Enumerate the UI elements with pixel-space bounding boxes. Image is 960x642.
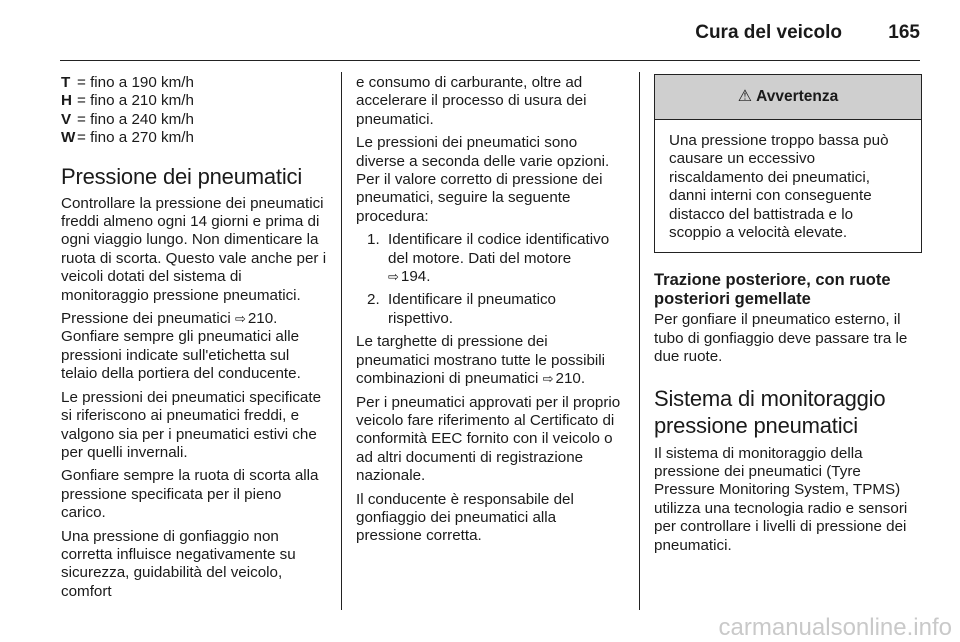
header-divider (60, 60, 920, 61)
warning-title: Avvertenza (756, 87, 839, 105)
paragraph: Per i pneumatici approvati per il proprio veicolo fare riferimento al Certificato di conformità EEC fornito con il veicolo o ad altri documenti di registrazione nazionale. (356, 393, 621, 485)
paragraph: Il conducente è responsabile del gonfiaggio dei pneumatici alla pressione corretta. (356, 490, 574, 545)
section-heading: Pressione dei pneumatici (61, 163, 303, 189)
speed-code-text: = fino a 210 km/h (77, 92, 194, 110)
step-number: 1. (367, 231, 380, 249)
paragraph: Per gonfiare il pneumatico esterno, il tubo di gonfiaggio deve passare tra le due ruote. (654, 311, 908, 366)
watermark: carmanualsonline.info (718, 614, 952, 641)
paragraph: Le pressioni dei pneumatici sono diverse a seconda delle varie opzioni. Per il valore corretto di pressione dei pneumatici, seguire la seguente procedura: (356, 134, 610, 225)
column-2 (356, 74, 624, 551)
warning-header (655, 75, 921, 120)
page-reference[interactable]: 210. (247, 310, 278, 328)
procedure-step (356, 291, 624, 328)
procedure-list (356, 231, 624, 328)
paragraph: Il sistema di monitoraggio della pressione dei pneumatici (Tyre Pressure Monitoring System, TPMS) utilizza una tecnologia radio e sensori per controllare i livelli di pressione dei pneumatici. (654, 444, 908, 554)
speed-code-text: = fino a 190 km/h (77, 74, 194, 91)
paragraph: Pressione dei pneumatici ⇨ 210. Gonfiare sempre gli pneumatici alle pressioni indicate sull'etichetta sul telaio della portiera del conducente. (61, 310, 301, 383)
speed-code-row (61, 111, 329, 129)
paragraph: Controllare la pressione dei pneumatici freddi almeno ogni 14 giorni e prima di ogni viaggio lungo. Non dimenticare la ruota di scorta. Questo vale anche per i veicoli dotati del sistema di monitoraggio pressione pneumatici. (61, 194, 327, 304)
page-reference-icon[interactable]: ⇨ (542, 371, 554, 387)
speed-code: T (61, 74, 71, 91)
page-number: 165 (888, 22, 920, 43)
step-text: Identificare il codice identificativo del motore. Dati del motore (388, 231, 610, 267)
section-title: Cura del veicolo (695, 22, 842, 43)
speed-code-row (61, 74, 329, 92)
paragraph: Gonfiare sempre la ruota di scorta alla pressione specificata per il pieno carico. (61, 467, 319, 522)
column-divider-2 (639, 72, 640, 610)
page-reference[interactable]: 194. (400, 268, 431, 286)
warning-box (654, 74, 922, 253)
speed-code-text: = fino a 240 km/h (77, 110, 194, 128)
page-reference-icon[interactable]: ⇨ (388, 269, 399, 285)
speed-code-row (61, 129, 329, 147)
page-reference-icon[interactable]: ⇨ (234, 311, 246, 327)
speed-code: V (61, 110, 72, 128)
procedure-step (356, 231, 624, 286)
speed-code-row (61, 92, 329, 110)
page-reference[interactable]: 210. (555, 370, 586, 388)
column-1 (61, 74, 329, 606)
warning-triangle-icon: ⚠ (737, 87, 753, 105)
speed-code: W (61, 129, 76, 147)
speed-code-text: = fino a 270 km/h (77, 129, 194, 147)
step-text: Identificare il pneumatico rispettivo. (388, 291, 556, 327)
subsection-heading: Trazione posteriore, con ruote posteriori gemellate (654, 271, 891, 309)
speed-code: H (61, 92, 72, 110)
column-divider-1 (341, 72, 342, 610)
page-header (0, 0, 960, 60)
section-heading: Sistema di monitoraggio pressione pneumatici (654, 385, 886, 438)
column-3 (654, 74, 922, 560)
paragraph: Le targhette di pressione dei pneumatici mostrano tutte le possibili combinazioni di pneumatici ⇨ 210. (356, 333, 606, 388)
warning-text: Una pressione troppo bassa può causare un eccessivo riscaldamento dei pneumatici, danni interni con conseguente distacco del battistrada e lo scoppio a velocità elevate. (669, 132, 889, 242)
step-number: 2. (367, 291, 380, 309)
paragraph: e consumo di carburante, oltre ad accelerare il processo di usura dei pneumatici. (356, 74, 587, 128)
paragraph: Le pressioni dei pneumatici specificate si riferiscono ai pneumatici freddi, e valgono sia per i pneumatici estivi che per quelli invernali. (61, 388, 322, 461)
paragraph: Una pressione di gonfiaggio non corretta influisce negativamente su sicurezza, guidabilità del veicolo, comfort (61, 527, 296, 600)
speed-code-list (61, 74, 329, 148)
